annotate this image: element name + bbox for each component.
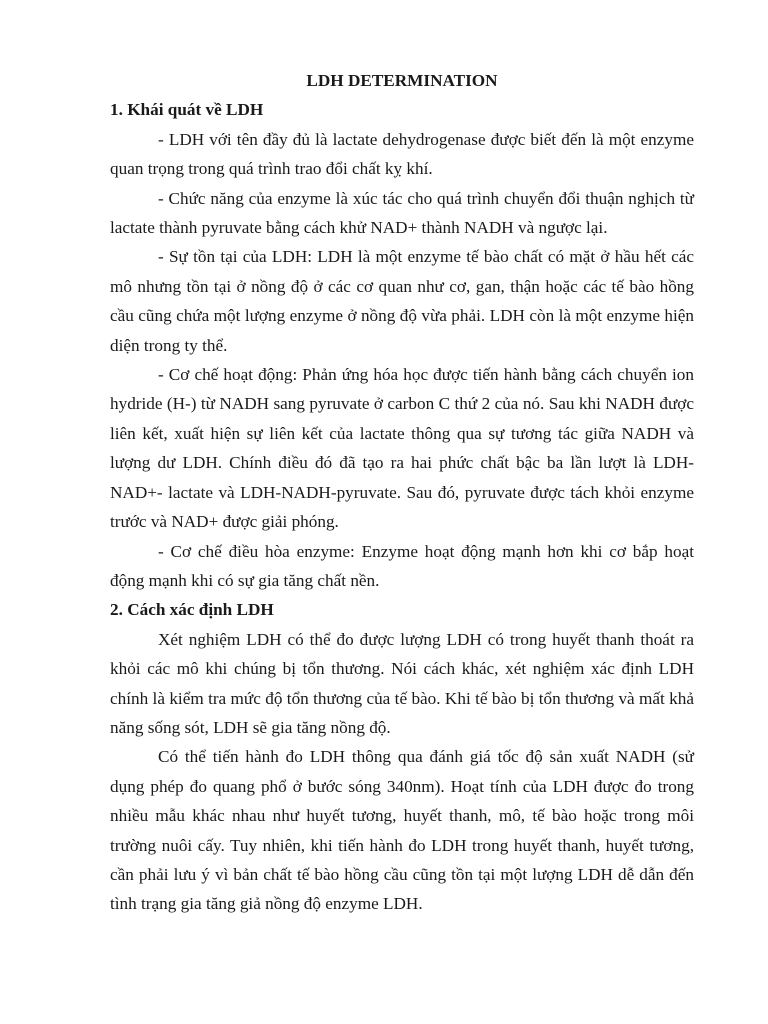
paragraph-function: - Chức năng của enzyme là xúc tác cho quá trình chuyển đổi thuận nghịch từ lactate thành pyruvate bằng cách khử NAD+ thành NADH và ngược lại. (110, 188, 694, 238)
section-heading-overview: 1. Khái quát về LDH (110, 100, 264, 120)
paragraph-test-description: Xét nghiệm LDH có thể đo được lượng LDH có trong huyết thanh thoát ra khỏi các mô khi chúng bị tổn thương. Nói cách khác, xét nghiệm xác định LDH chính là kiểm tra mức độ tổn thương của tế bào. Khi tế bào bị tổn thương và mất khả năng sống sót, LDH sẽ gia tăng nồng độ. (110, 629, 694, 737)
paragraph-existence: - Sự tồn tại của LDH: LDH là một enzyme tế bào chất có mặt ở hầu hết các mô nhưng tồn tại ở nồng độ ở các cơ quan như cơ, gan, thận hoặc các tế bào hồng cầu cũng chứa một lượng enzyme ở nồng độ vừa phải. LDH còn là một enzyme hiện diện trong ty thể. (110, 247, 694, 355)
paragraph-regulation: - Cơ chế điều hòa enzyme: Enzyme hoạt động mạnh hơn khi cơ bắp hoạt động mạnh khi có sự gia tăng chất nền. (110, 541, 694, 590)
document-page (110, 66, 694, 919)
paragraph-mechanism: - Cơ chế hoạt động: Phản ứng hóa học được tiến hành bằng cách chuyển ion hydride (H-) từ NADH sang pyruvate ở carbon C thứ 2 của nó. Sau khi NADH được liên kết, xuất hiện sự liên kết của lactate thông qua sự tương tác giữa NADH và lượng dư LDH. Chính điều đó đã tạo ra hai phức chất bậc ba lần lượt là LDH-NAD+- lactate và LDH-NADH-pyruvate. Sau đó, pyruvate được tách khỏi enzyme trước và NAD+ được giải phóng. (110, 365, 694, 532)
section-determination (110, 595, 694, 918)
paragraph-definition: - LDH với tên đầy đủ là lactate dehydrogenase được biết đến là một enzyme quan trọng trong quá trình trao đổi chất kỵ khí. (110, 129, 694, 179)
section-overview (110, 95, 694, 595)
section-heading-determination: 2. Cách xác định LDH (110, 600, 274, 620)
paragraph-measurement: Có thể tiến hành đo LDH thông qua đánh giá tốc độ sản xuất NADH (sử dụng phép đo quang phổ ở bước sóng 340nm). Hoạt tính của LDH được đo trong nhiều mẫu khác nhau như huyết tương, huyết thanh, mô, tế bào hoặc trong môi trường nuôi cấy. Tuy nhiên, khi tiến hành đo LDH trong huyết thanh, huyết tương, cần phải lưu ý vì bản chất tế bào hồng cầu cũng tồn tại một lượng LDH dễ dẫn đến tình trạng gia tăng giả nồng độ enzyme LDH. (110, 747, 694, 914)
document-title: LDH DETERMINATION (306, 71, 498, 90)
